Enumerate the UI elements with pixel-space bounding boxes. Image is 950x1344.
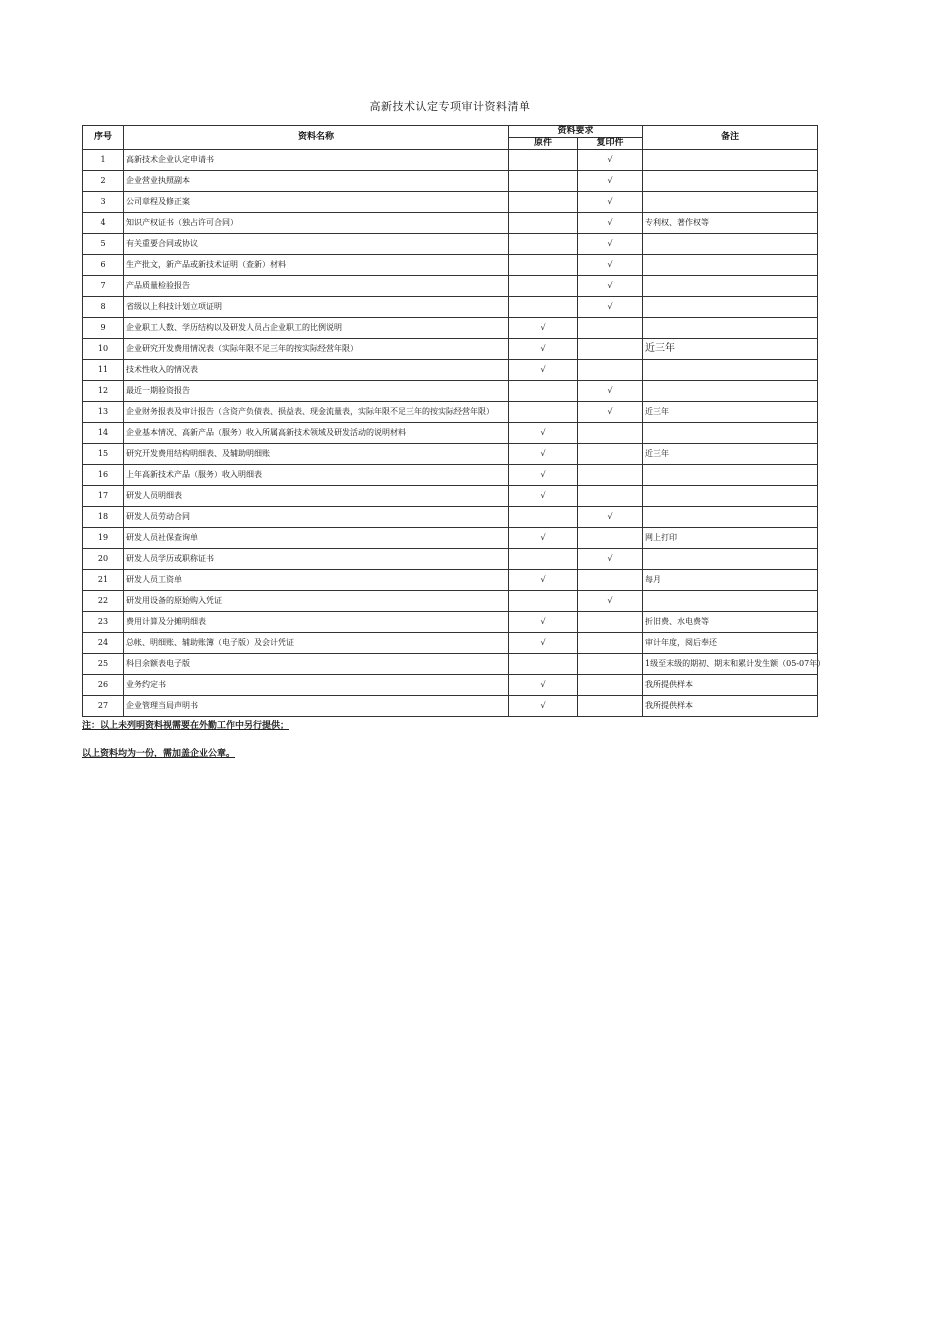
remark-cell bbox=[643, 192, 818, 213]
table-row bbox=[83, 696, 818, 717]
remark-cell: 1级至末级的期初、期末和累计发生额（05-07年） bbox=[643, 654, 818, 675]
table-row bbox=[83, 591, 818, 612]
material-name: 研发人员社保查询单 bbox=[124, 528, 509, 549]
original-check: √ bbox=[509, 486, 578, 507]
footnote-copies: 以上资料均为一份，需加盖企业公章。 bbox=[82, 749, 236, 759]
remark-cell bbox=[643, 486, 818, 507]
row-number: 13 bbox=[83, 402, 124, 423]
copy-check bbox=[578, 612, 643, 633]
table-row bbox=[83, 318, 818, 339]
copy-check bbox=[578, 360, 643, 381]
row-number: 14 bbox=[83, 423, 124, 444]
material-name: 有关重要合同或协议 bbox=[124, 234, 509, 255]
table-row bbox=[83, 360, 818, 381]
row-number: 6 bbox=[83, 255, 124, 276]
remark-cell bbox=[643, 591, 818, 612]
material-name: 技术性收入的情况表 bbox=[124, 360, 509, 381]
original-check bbox=[509, 171, 578, 192]
header-copy: 复印件 bbox=[578, 138, 643, 150]
original-check: √ bbox=[509, 612, 578, 633]
copy-check: √ bbox=[578, 381, 643, 402]
remark-cell bbox=[643, 318, 818, 339]
material-name: 研发人员劳动合同 bbox=[124, 507, 509, 528]
original-check: √ bbox=[509, 633, 578, 654]
header-original: 原件 bbox=[509, 138, 578, 150]
row-number: 24 bbox=[83, 633, 124, 654]
table-row bbox=[83, 507, 818, 528]
original-check: √ bbox=[509, 528, 578, 549]
row-number: 18 bbox=[83, 507, 124, 528]
copy-check bbox=[578, 633, 643, 654]
copy-check: √ bbox=[578, 213, 643, 234]
row-number: 2 bbox=[83, 171, 124, 192]
copy-check bbox=[578, 528, 643, 549]
table-row bbox=[83, 549, 818, 570]
original-check bbox=[509, 276, 578, 297]
copy-check: √ bbox=[578, 234, 643, 255]
original-check bbox=[509, 591, 578, 612]
row-number: 19 bbox=[83, 528, 124, 549]
copy-check bbox=[578, 318, 643, 339]
row-number: 7 bbox=[83, 276, 124, 297]
material-name: 总帐、明细账、辅助账簿（电子版）及会计凭证 bbox=[124, 633, 509, 654]
original-check bbox=[509, 549, 578, 570]
row-number: 16 bbox=[83, 465, 124, 486]
row-number: 12 bbox=[83, 381, 124, 402]
material-name: 费用计算及分摊明细表 bbox=[124, 612, 509, 633]
row-number: 25 bbox=[83, 654, 124, 675]
table-row bbox=[83, 339, 818, 360]
row-number: 26 bbox=[83, 675, 124, 696]
material-name: 研发用设备的原始购入凭证 bbox=[124, 591, 509, 612]
table-row bbox=[83, 171, 818, 192]
original-check: √ bbox=[509, 360, 578, 381]
original-check: √ bbox=[509, 423, 578, 444]
copy-check bbox=[578, 339, 643, 360]
table-row bbox=[83, 381, 818, 402]
row-number: 1 bbox=[83, 150, 124, 171]
material-name: 企业营业执照副本 bbox=[124, 171, 509, 192]
copy-check: √ bbox=[578, 276, 643, 297]
table-row bbox=[83, 402, 818, 423]
copy-check: √ bbox=[578, 549, 643, 570]
remark-cell bbox=[643, 297, 818, 318]
original-check: √ bbox=[509, 444, 578, 465]
original-check: √ bbox=[509, 675, 578, 696]
remark-cell bbox=[643, 465, 818, 486]
material-name: 研发人员工资单 bbox=[124, 570, 509, 591]
remark-cell bbox=[643, 381, 818, 402]
original-check: √ bbox=[509, 465, 578, 486]
original-check: √ bbox=[509, 318, 578, 339]
remark-cell: 审计年度，阅后奉还 bbox=[643, 633, 818, 654]
copy-check: √ bbox=[578, 255, 643, 276]
remark-cell bbox=[643, 150, 818, 171]
original-check bbox=[509, 150, 578, 171]
remark-cell: 我所提供样本 bbox=[643, 696, 818, 717]
material-name: 科目余额表电子版 bbox=[124, 654, 509, 675]
table-row bbox=[83, 675, 818, 696]
row-number: 10 bbox=[83, 339, 124, 360]
row-number: 8 bbox=[83, 297, 124, 318]
copy-check: √ bbox=[578, 171, 643, 192]
copy-check: √ bbox=[578, 591, 643, 612]
material-name: 研究开发费用结构明细表、及辅助明细账 bbox=[124, 444, 509, 465]
row-number: 11 bbox=[83, 360, 124, 381]
material-name: 业务约定书 bbox=[124, 675, 509, 696]
original-check bbox=[509, 654, 578, 675]
copy-check bbox=[578, 696, 643, 717]
copy-check: √ bbox=[578, 507, 643, 528]
copy-check bbox=[578, 423, 643, 444]
material-name: 企业财务报表及审计报告（含资产负债表、损益表、现金流量表，实际年限不足三年的按实际经营年限） bbox=[124, 402, 509, 423]
material-name: 生产批文，新产品或新技术证明（查新）材料 bbox=[124, 255, 509, 276]
remark-cell: 折旧费、水电费等 bbox=[643, 612, 818, 633]
remark-cell bbox=[643, 549, 818, 570]
material-name: 省级以上科技计划立项证明 bbox=[124, 297, 509, 318]
material-name: 知识产权证书（独占许可合同） bbox=[124, 213, 509, 234]
original-check bbox=[509, 234, 578, 255]
original-check: √ bbox=[509, 339, 578, 360]
copy-check bbox=[578, 465, 643, 486]
remark-cell: 近三年 bbox=[643, 402, 818, 423]
footnote-unlisted: 注：以上未列明资料视需要在外勤工作中另行提供； bbox=[82, 721, 290, 731]
remark-cell bbox=[643, 255, 818, 276]
row-number: 23 bbox=[83, 612, 124, 633]
table-row bbox=[83, 276, 818, 297]
row-number: 5 bbox=[83, 234, 124, 255]
original-check bbox=[509, 297, 578, 318]
table-row bbox=[83, 654, 818, 675]
table-row bbox=[83, 465, 818, 486]
material-name: 产品质量检验报告 bbox=[124, 276, 509, 297]
table-row bbox=[83, 234, 818, 255]
remark-cell: 专利权、著作权等 bbox=[643, 213, 818, 234]
table-row bbox=[83, 528, 818, 549]
remark-cell: 近三年 bbox=[643, 444, 818, 465]
materials-table bbox=[82, 125, 826, 717]
header-remark: 备注 bbox=[643, 126, 818, 150]
copy-check: √ bbox=[578, 192, 643, 213]
row-number: 4 bbox=[83, 213, 124, 234]
remark-cell bbox=[643, 171, 818, 192]
material-name: 研发人员学历或职称证书 bbox=[124, 549, 509, 570]
remark-cell bbox=[643, 234, 818, 255]
remark-cell: 我所提供样本 bbox=[643, 675, 818, 696]
header-name: 资料名称 bbox=[124, 126, 509, 150]
material-name: 企业职工人数、学历结构以及研发人员占企业职工的比例说明 bbox=[124, 318, 509, 339]
table-row bbox=[83, 192, 818, 213]
page-title: 高新技术认定专项审计资料清单 bbox=[369, 100, 531, 113]
material-name: 公司章程及修正案 bbox=[124, 192, 509, 213]
table-row bbox=[83, 213, 818, 234]
table-row bbox=[83, 150, 818, 171]
row-number: 27 bbox=[83, 696, 124, 717]
material-name: 上年高新技术产品（服务）收入明细表 bbox=[124, 465, 509, 486]
copy-check bbox=[578, 486, 643, 507]
table-row bbox=[83, 570, 818, 591]
original-check bbox=[509, 507, 578, 528]
material-name: 最近一期验资报告 bbox=[124, 381, 509, 402]
table-row bbox=[83, 486, 818, 507]
copy-check: √ bbox=[578, 297, 643, 318]
material-name: 企业管理当局声明书 bbox=[124, 696, 509, 717]
material-name: 企业基本情况、高新产品（服务）收入所属高新技术领域及研发活动的说明材料 bbox=[124, 423, 509, 444]
material-name: 企业研究开发费用情况表（实际年限不足三年的按实际经营年限） bbox=[124, 339, 509, 360]
table-row bbox=[83, 633, 818, 654]
table-row bbox=[83, 423, 818, 444]
copy-check bbox=[578, 444, 643, 465]
remark-cell bbox=[643, 507, 818, 528]
original-check bbox=[509, 402, 578, 423]
remark-cell: 网上打印 bbox=[643, 528, 818, 549]
material-name: 高新技术企业认定申请书 bbox=[124, 150, 509, 171]
copy-check bbox=[578, 570, 643, 591]
material-name: 研发人员明细表 bbox=[124, 486, 509, 507]
remark-cell bbox=[643, 360, 818, 381]
table-row bbox=[83, 612, 818, 633]
copy-check: √ bbox=[578, 402, 643, 423]
original-check: √ bbox=[509, 696, 578, 717]
row-number: 9 bbox=[83, 318, 124, 339]
table-body bbox=[83, 150, 826, 717]
remark-cell: 近三年 bbox=[643, 339, 818, 360]
original-check bbox=[509, 213, 578, 234]
copy-check: √ bbox=[578, 150, 643, 171]
remark-cell bbox=[643, 276, 818, 297]
copy-check bbox=[578, 654, 643, 675]
original-check bbox=[509, 381, 578, 402]
remark-cell: 每月 bbox=[643, 570, 818, 591]
row-number: 22 bbox=[83, 591, 124, 612]
row-number: 3 bbox=[83, 192, 124, 213]
table-row bbox=[83, 255, 818, 276]
remark-cell bbox=[643, 423, 818, 444]
original-check bbox=[509, 255, 578, 276]
copy-check bbox=[578, 675, 643, 696]
table-row bbox=[83, 444, 818, 465]
row-number: 17 bbox=[83, 486, 124, 507]
header-no: 序号 bbox=[83, 126, 124, 150]
original-check: √ bbox=[509, 570, 578, 591]
row-number: 21 bbox=[83, 570, 124, 591]
header-requirement: 资料要求 bbox=[509, 126, 643, 138]
row-number: 15 bbox=[83, 444, 124, 465]
row-number: 20 bbox=[83, 549, 124, 570]
original-check bbox=[509, 192, 578, 213]
table-row bbox=[83, 297, 818, 318]
